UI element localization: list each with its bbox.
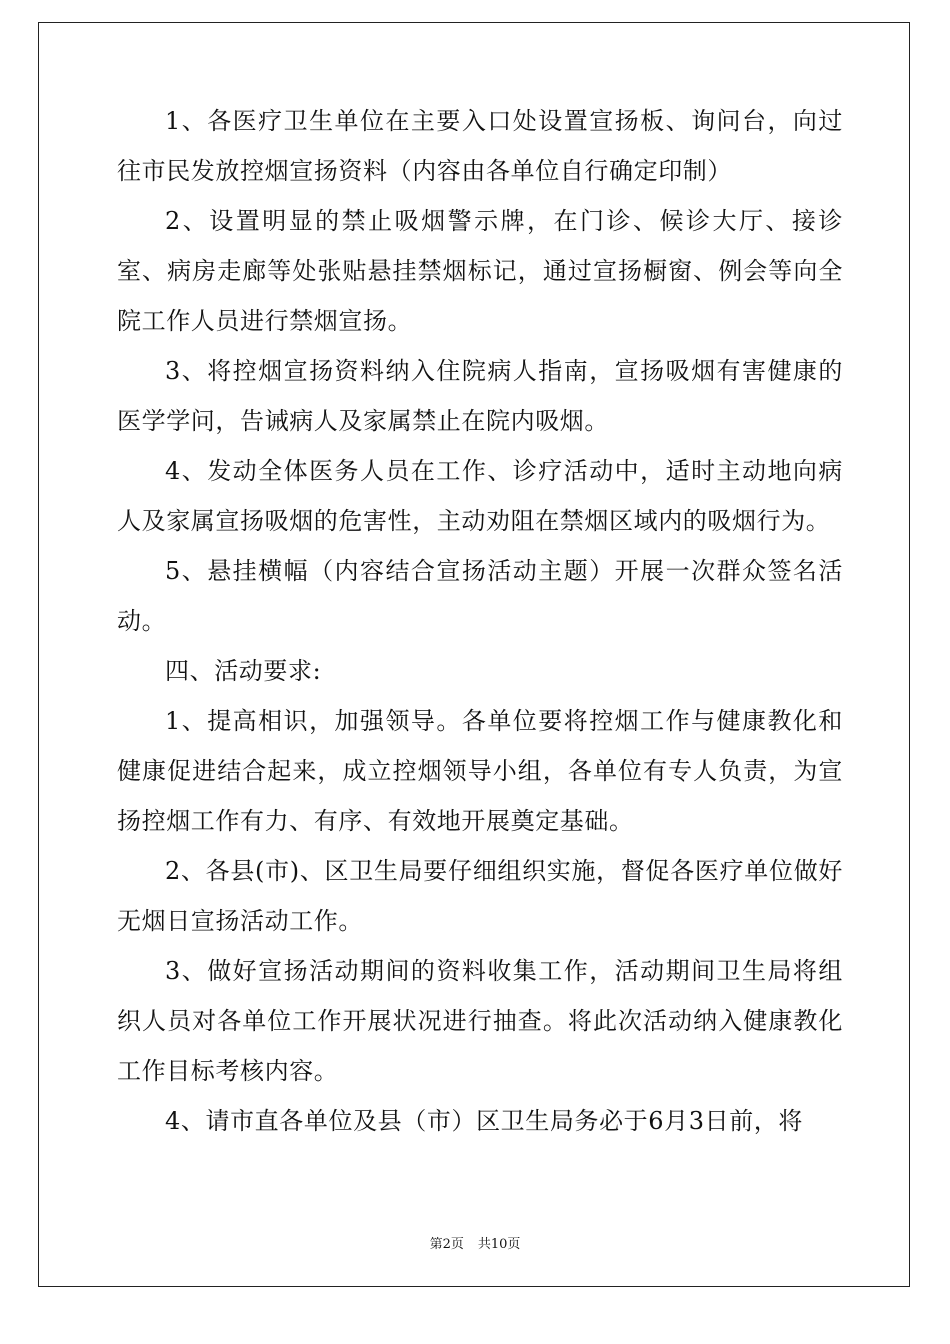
document-body xyxy=(117,96,843,1146)
paragraph-5: 5、悬挂横幅（内容结合宣扬活动主题）开展一次群众签名活动。 xyxy=(117,557,843,635)
page-number: 第2页 xyxy=(429,1237,464,1252)
paragraph-4: 4、发动全体医务人员在工作、诊疗活动中，适时主动地向病人及家属宣扬吸烟的危害性，主动劝阻在禁烟区域内的吸烟行为。 xyxy=(117,457,843,535)
page-total: 共10页 xyxy=(477,1237,521,1252)
requirement-3: 3、做好宣扬活动期间的资料收集工作，活动期间卫生局将组织人员对各单位工作开展状况进行抽查。将此次活动纳入健康教化工作目标考核内容。 xyxy=(117,957,843,1085)
page-footer xyxy=(0,1233,950,1252)
requirement-4: 4、请市直各单位及县（市）区卫生局务必于6月3日前，将 xyxy=(165,1107,804,1135)
paragraph-3: 3、将控烟宣扬资料纳入住院病人指南，宣扬吸烟有害健康的医学学问，告诫病人及家属禁止在院内吸烟。 xyxy=(117,357,843,435)
paragraph-1: 1、各医疗卫生单位在主要入口处设置宣扬板、询问台，向过往市民发放控烟宣扬资料（内容由各单位自行确定印制） xyxy=(117,107,843,185)
section-heading: 四、活动要求: xyxy=(165,657,322,685)
requirement-1: 1、提高相识，加强领导。各单位要将控烟工作与健康教化和健康促进结合起来，成立控烟领导小组，各单位有专人负责，为宣扬控烟工作有力、有序、有效地开展奠定基础。 xyxy=(117,707,843,835)
paragraph-2: 2、设置明显的禁止吸烟警示牌，在门诊、候诊大厅、接诊室、病房走廊等处张贴悬挂禁烟标记，通过宣扬橱窗、例会等向全院工作人员进行禁烟宣扬。 xyxy=(117,207,843,335)
requirement-2: 2、各县(市)、区卫生局要仔细组织实施，督促各医疗单位做好无烟日宣扬活动工作。 xyxy=(117,857,843,935)
